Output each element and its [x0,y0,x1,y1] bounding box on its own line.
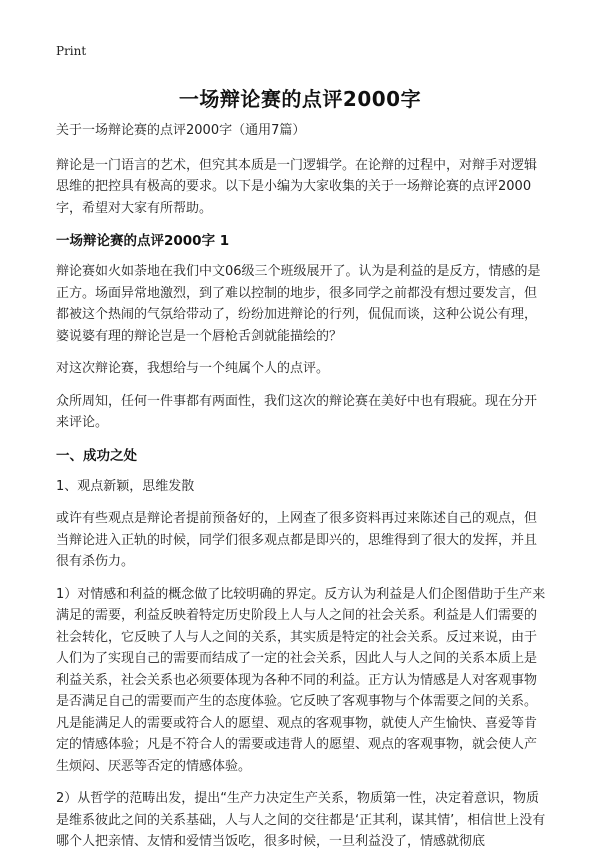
article-body [56,120,548,864]
body-paragraph: 对这次辩论赛，我想给与一个纯属个人的点评。 [56,361,330,376]
body-paragraph: 众所周知，任何一件事都有两面性，我们这次的辩论赛在美好中也有瑕疵。现在分开来评论。 [56,393,538,430]
body-paragraph: 2）从哲学的范畴出发，提出“生产力决定生产关系，物质第一性，决定着意识，物质是维系彼此之间的关系基础，人与人之间的交往都是‘正其利，谋其情’，相信世上没有哪个人把亲情、友情和爱情当饭吃，很多时候，一旦利益没了，情感就彻底 [56,791,546,849]
print-label[interactable]: Print [56,44,87,58]
section-heading: 一场辩论赛的点评2000字 1 [56,233,230,249]
subsection-heading: 一、成功之处 [56,447,137,464]
body-paragraph: 辩论赛如火如荼地在我们中文06级三个班级展开了。认为是利益的是反方，情感的是正方。场面异常地激烈，到了难以控制的地步，很多同学之前都没有想过要发言，但都被这个热闹的气氛给带动了，纷纷加进辩论的行列，侃侃而谈，这种公说公有理，婆说婆有理的辩论岂是一个唇枪舌剑就能描绘的？ [56,264,541,344]
page-title: 一场辩论赛的点评2000字 [178,87,422,111]
point-heading: 1、观点新颖，思维发散 [56,478,195,494]
body-paragraph: 1）对情感和利益的概念做了比较明确的界定。反方认为利益是人们企图借助于生产来满足的需要，利益反映着特定历史阶段上人与人之间的社会关系。利益是人们需要的社会转化，它反映了人与人之间的关系，其实质是特定的社会关系。反过来说，由于人们为了实现自己的需要而结成了一定的社会关系，因此人与人之间的关系本质上是利益关系，社会关系也必须要体现为各种不同的利益。正方认为情感是人对客观事物是否满足自己的需要而产生的态度体验。它反映了客观事物与个体需要之间的关系。凡是能满足人的需要或符合人的愿望、观点的客观事物，就使人产生愉快、喜爱等肯定的情感体验；凡是不符合人的需要或违背人的愿望、观点的客观事物，就会使人产生烦闷、厌恶等否定的情感体验。 [56,586,546,774]
body-paragraph: 或许有些观点是辩论者提前预备好的，上网查了很多资料再过来陈述自己的观点，但当辩论进入正轨的时候，同学们很多观点都是即兴的，思维得到了很大的发挥，并且很有杀伤力。 [56,511,538,569]
intro-paragraph: 辩论是一门语言的艺术，但究其本质是一门逻辑学。在论辩的过程中，对辩手对逻辑思维的把控具有极高的要求。以下是小编为大家收集的关于一场辩论赛的点评2000字，希望对大家有所帮助。 [56,157,538,216]
article-subtitle: 关于一场辩论赛的点评2000字（通用7篇） [56,123,306,138]
